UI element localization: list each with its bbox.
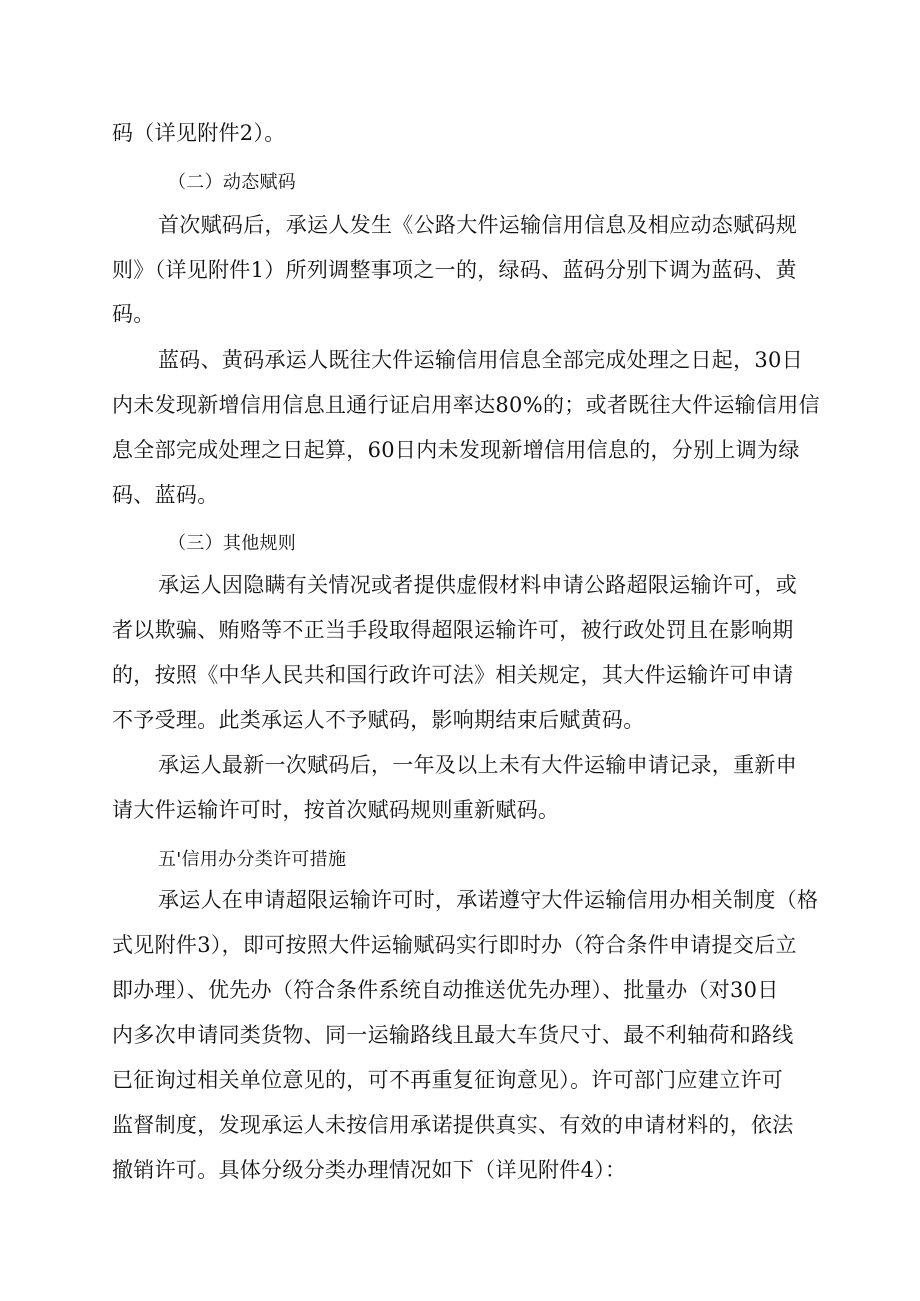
paragraph-line: 不予受理。此类承运人不予赋码，影响期结束后赋黄码。 (112, 708, 645, 732)
paragraph-line: 者以欺骗、贿赂等不正当手段取得超限运输许可，被行政处罚且在影响期 (112, 618, 794, 642)
paragraph-line: 承运人因隐瞒有关情况或者提供虚假材料申请公路超限运输许可，或 (158, 573, 797, 597)
section-heading-credit-measures: 五'信用办分类许可措施 (158, 849, 347, 870)
paragraph-line: 式见附件3），即可按照大件运输赋码实行即时办（符合条件申请提交后立 (112, 933, 797, 957)
paragraph-line: 即办理）、优先办（符合条件系统自动推送优先办理）、批量办（对30日 (112, 978, 779, 1002)
paragraph-line: 请大件运输许可时，按首次赋码规则重新赋码。 (112, 798, 560, 822)
paragraph-line: 码（详见附件2）。 (112, 121, 286, 145)
paragraph-line: 息全部完成处理之日起算，60日内未发现新增信用信息的，分别上调为绿 (112, 438, 800, 462)
paragraph-line: 内未发现新增信用信息且通行证启用率达80%的；或者既往大件运输信用信 (112, 393, 820, 417)
paragraph-line: 则》（详见附件1）所列调整事项之一的，绿码、蓝码分别下调为蓝码、黄 (112, 258, 797, 282)
section-heading-dynamic-coding: （二）动态赋码 (168, 172, 297, 193)
paragraph-line: 码。 (112, 302, 155, 326)
paragraph-line: 承运人最新一次赋码后，一年及以上未有大件运输申请记录，重新申 (158, 753, 797, 777)
paragraph-line: 码、蓝码。 (112, 483, 219, 507)
paragraph-line: 撤销许可。具体分级分类办理情况如下（详见附件4）： (112, 1158, 627, 1182)
paragraph-line: 内多次申请同类货物、同一运输路线且最大车货尺寸、最不利轴荷和路线 (112, 1023, 794, 1047)
paragraph-line: 蓝码、黄码承运人既往大件运输信用信息全部完成处理之日起，30日 (158, 348, 804, 372)
paragraph-line: 首次赋码后，承运人发生《公路大件运输信用信息及相应动态赋码规 (158, 213, 797, 237)
paragraph-line: 承运人在申请超限运输许可时，承诺遵守大件运输信用办相关制度（格 (158, 888, 819, 912)
section-heading-other-rules: （三）其他规则 (168, 533, 297, 554)
paragraph-line: 的，按照《中华人民共和国行政许可法》相关规定，其大件运输许可申请 (112, 663, 794, 687)
paragraph-line: 已征询过相关单位意见的，可不再重复征询意见）。许可部门应建立许可 (112, 1068, 784, 1092)
paragraph-line: 监督制度，发现承运人未按信用承诺提供真实、有效的申请材料的，依法 (112, 1113, 794, 1137)
